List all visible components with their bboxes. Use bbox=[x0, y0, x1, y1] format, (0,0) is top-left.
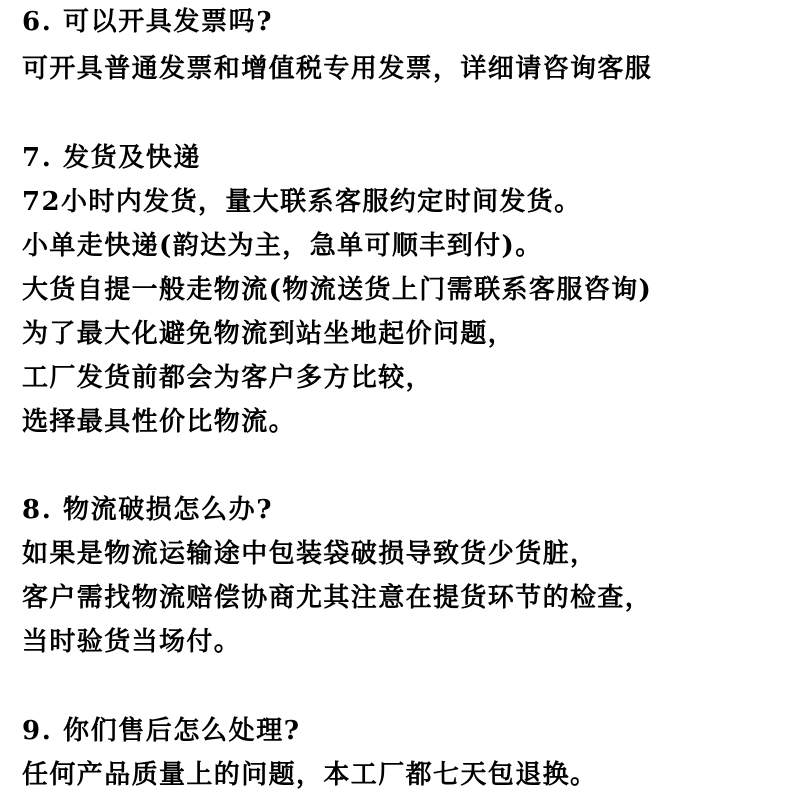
faq-answer-7-line-5: 工厂发货前都会为客户多方比较， bbox=[22, 363, 434, 393]
faq-answer-7-line-4: 为了最大化避免物流到站坐地起价问题， bbox=[22, 319, 516, 349]
faq-question-8: 8. 物流破损怎么办? bbox=[22, 495, 274, 525]
faq-answer-7-line-1: 72小时内发货，量大联系客服约定时间发货。 bbox=[22, 187, 582, 217]
faq-answer-6-line-1: 可开具普通发票和增值税专用发票，详细请咨询客服 bbox=[22, 54, 653, 84]
faq-answer-8-line-2: 客户需找物流赔偿协商尤其注意在提货环节的检查， bbox=[22, 583, 653, 613]
faq-question-7: 7. 发货及快递 bbox=[22, 143, 201, 173]
faq-answer-9-line-1: 任何产品质量上的问题，本工厂都七天包退换。 bbox=[22, 760, 598, 790]
faq-question-6: 6. 可以开具发票吗? bbox=[22, 7, 274, 37]
faq-answer-7-line-2: 小单走快递(韵达为主，急单可顺丰到付)。 bbox=[22, 231, 543, 261]
faq-answer-7-line-3: 大货自提一般走物流(物流送货上门需联系客服咨询) bbox=[22, 275, 653, 305]
faq-answer-8-line-1: 如果是物流运输途中包装袋破损导致货少货脏， bbox=[22, 539, 598, 569]
faq-answer-7-line-6: 选择最具性价比物流。 bbox=[22, 407, 297, 437]
faq-answer-8-line-3: 当时验货当场付。 bbox=[22, 627, 242, 657]
faq-question-9: 9. 你们售后怎么处理? bbox=[22, 716, 301, 746]
